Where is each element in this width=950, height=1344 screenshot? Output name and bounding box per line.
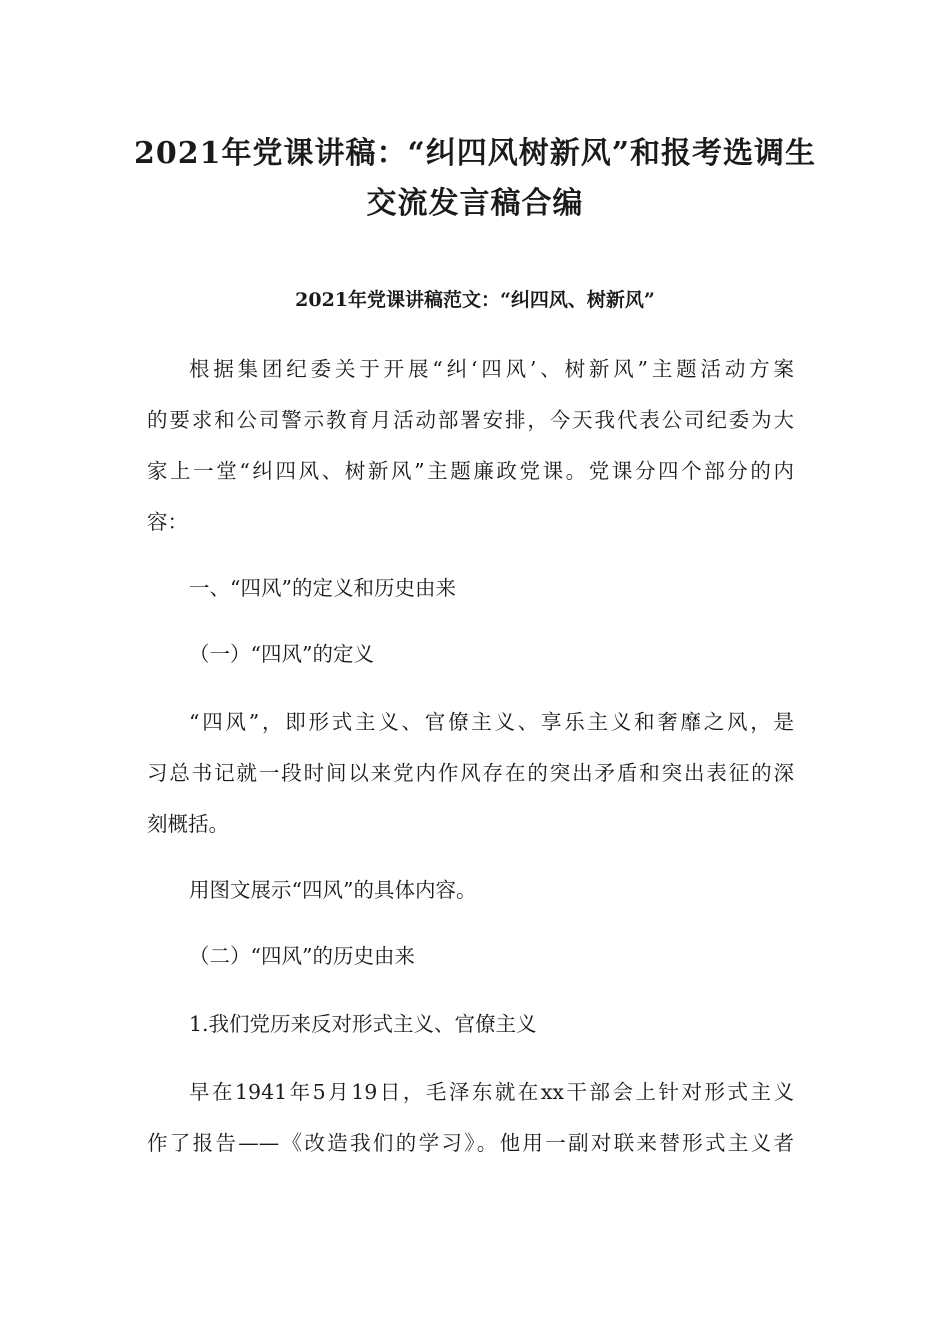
paragraph-figure-note: 用图文展示“四风”的具体内容。: [189, 878, 477, 902]
numbered-item: 1.我们党历来反对形式主义、官僚主义: [189, 1012, 537, 1036]
paragraph-line: 刻概括。: [147, 812, 229, 836]
section-subtitle: 2021年党课讲稿范文：“纠四风、树新风”: [295, 289, 655, 311]
paragraph-line: 家上一堂“纠四风、树新风”主题廉政党课。党课分四个部分的内: [147, 459, 794, 483]
heading-level2: （二）“四风”的历史由来: [189, 944, 415, 968]
paragraph-line: 习总书记就一段时间以来党内作风存在的突出矛盾和突出表征的深: [147, 761, 794, 785]
paragraph-line: 作了报告——《改造我们的学习》。他用一副对联来替形式主义者: [147, 1131, 794, 1155]
paragraph-line: 的要求和公司警示教育月活动部署安排，今天我代表公司纪委为大: [147, 408, 794, 432]
heading-level2: （一）“四风”的定义: [189, 642, 374, 666]
paragraph-line: 容：: [147, 510, 188, 534]
paragraph-line: 早在1941年5月19日，毛泽东就在xx干部会上针对形式主义: [189, 1080, 794, 1104]
document-title-line1: 2021年党课讲稿：“纠四风树新风”和报考选调生: [133, 136, 816, 171]
heading-level1: 一、“四风”的定义和历史由来: [189, 576, 456, 600]
paragraph-line: 根据集团纪委关于开展“纠‘四风’、树新风”主题活动方案: [189, 357, 794, 381]
paragraph-line: “四风”，即形式主义、官僚主义、享乐主义和奢靡之风，是: [189, 710, 794, 734]
document-title-line2: 交流发言稿合编: [366, 186, 584, 221]
